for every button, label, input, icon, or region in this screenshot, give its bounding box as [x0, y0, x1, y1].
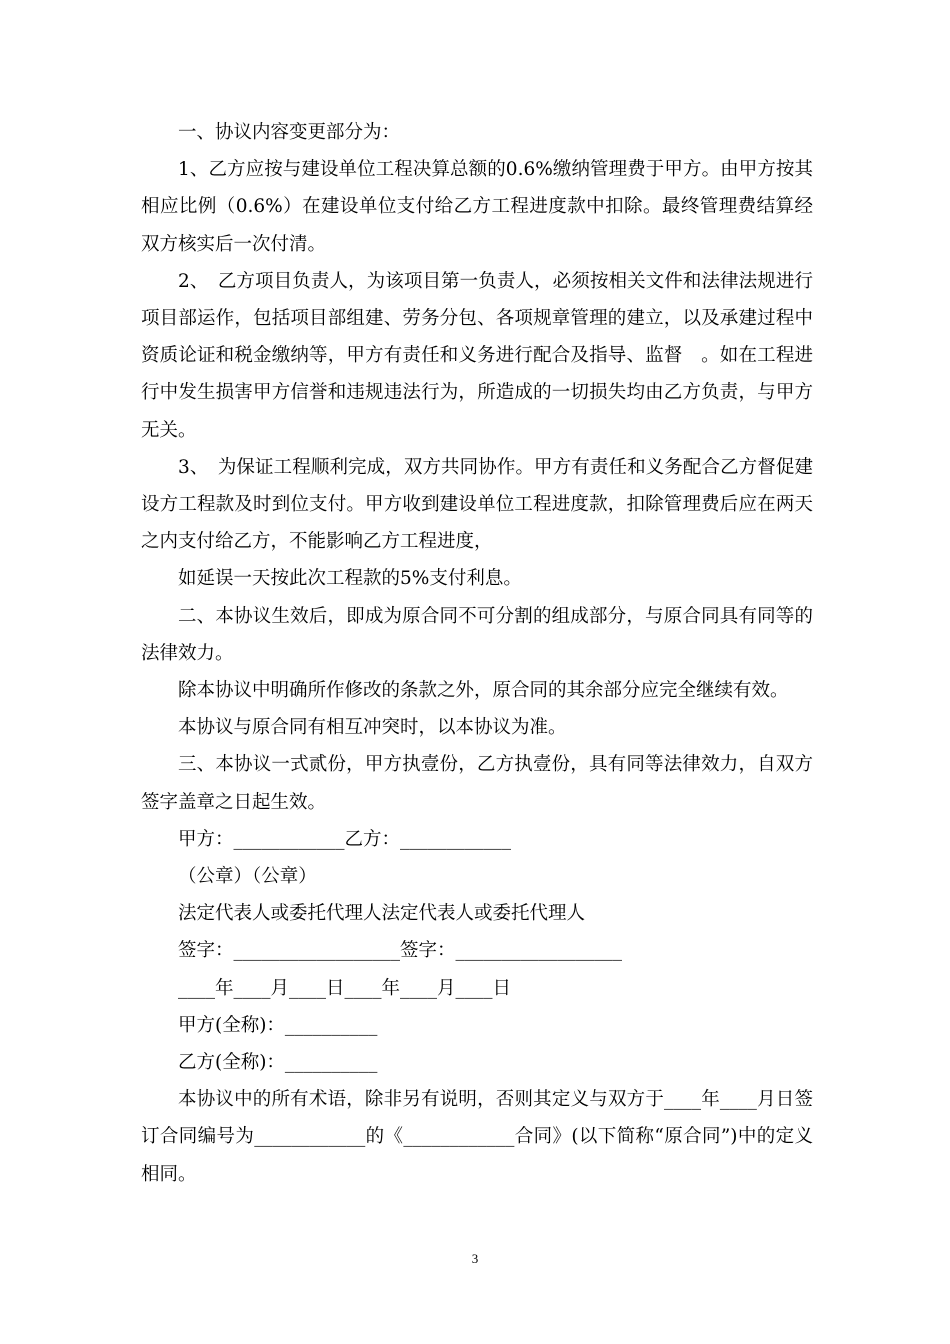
signature-seal-line: （公章）（公章） [178, 866, 317, 888]
party-b-fullname-line: 乙方(全称)：__________ [178, 1052, 378, 1074]
signature-representative-line: 法定代表人或委托代理人法定代表人或委托代理人 [178, 903, 586, 925]
party-a-fullname-line: 甲方(全称)：__________ [178, 1014, 378, 1036]
signature-date-line: ____年____月____日____年____月____日 [178, 977, 512, 999]
paragraph-definitions: 本协议中的所有术语，除非另有说明，否则其定义与双方于____年____月日签订合同编号为____________的《____________合同》(以下简称“原合同”)中的定义相同。 [141, 1089, 813, 1185]
signature-party-line: 甲方：____________乙方：____________ [178, 828, 512, 850]
page-number: 3 [471, 1251, 479, 1266]
paragraph-delay-interest: 如延误一天按此次工程款的5%支付利息。 [178, 568, 522, 590]
document-body [141, 114, 813, 1193]
paragraph-clause-3: 3、 为保证工程顺利完成，双方共同协作。甲方有责任和义务配合乙方督促建设方工程款及时到位支付。甲方收到建设单位工程进度款，扣除管理费后应在两天之内支付给乙方，不能影响乙方工程进度， [141, 456, 813, 553]
paragraph-remaining-valid: 除本协议中明确所作修改的条款之外，原合同的其余部分应完全继续有效。 [178, 680, 789, 702]
paragraph-section-one-heading: 一、协议内容变更部分为： [178, 122, 401, 143]
paragraph-conflict-rule: 本协议与原合同有相互冲突时，以本协议为准。 [178, 717, 567, 739]
paragraph-clause-2: 2、 乙方项目负责人，为该项目第一负责人，必须按相关文件和法律法规进行项目部运作，包括项目部组建、劳务分包、各项规章管理的建立，以及承建过程中资质论证和税金缴纳等，甲方有责任和义务进行配合及指导、监督 。如在工程进行中发生损害甲方信誉和违规违法行为，所造成的一切损失均由乙方负责，与甲方无关。 [141, 270, 813, 441]
paragraph-section-three: 三、本协议一式贰份，甲方执壹份，乙方执壹份，具有同等法律效力，自双方签字盖章之日起生效。 [141, 754, 813, 813]
signature-sign-line: 签字：__________________签字：__________________ [178, 940, 623, 962]
paragraph-section-two: 二、本协议生效后，即成为原合同不可分割的组成部分，与原合同具有同等的法律效力。 [141, 605, 813, 664]
paragraph-clause-1: 1、乙方应按与建设单位工程决算总额的0.6%缴纳管理费于甲方。由甲方按其相应比例（0.6%）在建设单位支付给乙方工程进度款中扣除。最终管理费结算经双方核实后一次付清。 [141, 159, 813, 255]
